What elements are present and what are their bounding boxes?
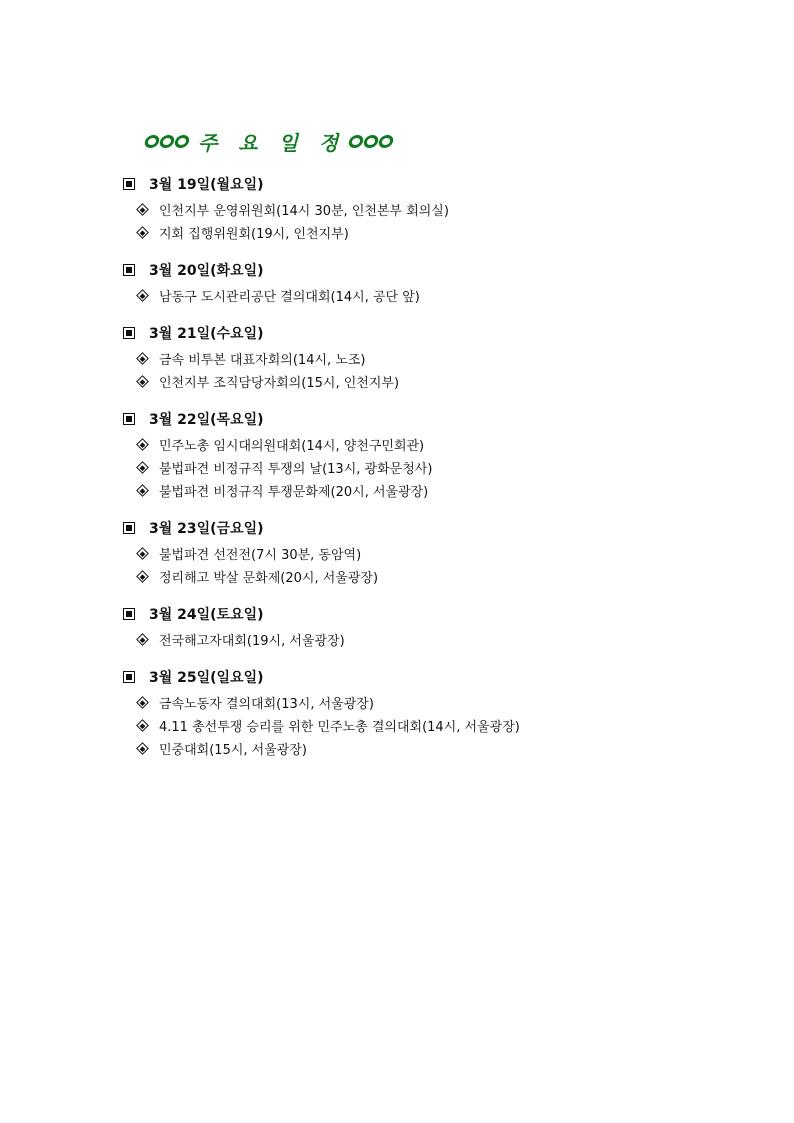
day-heading (120, 518, 720, 538)
event-text: 금속 비투본 대표자회의(14시, 노조) (159, 353, 366, 368)
day-heading (120, 667, 720, 687)
day-heading-text: 3월 21일(수요일) (149, 326, 264, 342)
diamond-bullet-icon (136, 570, 149, 583)
event-text: 민주노총 임시대의원대회(14시, 양천구민회관) (159, 439, 425, 454)
event-text: 인천지부 운영위원회(14시 30분, 인천본부 회의실) (159, 204, 449, 219)
title-left-ornament (145, 135, 189, 148)
filled-square-bullet-icon (123, 413, 135, 425)
event-text: 불법파견 비정규직 투쟁의 날(13시, 광화문청사) (159, 462, 433, 477)
day-heading (120, 260, 720, 280)
day-heading (120, 174, 720, 194)
event-item (120, 714, 720, 737)
day-block (120, 260, 720, 307)
filled-square-bullet-icon (123, 522, 135, 534)
day-block (120, 667, 720, 760)
diamond-bullet-icon (136, 352, 149, 365)
ring-icon (158, 135, 175, 148)
day-heading-text: 3월 20일(화요일) (149, 263, 264, 279)
diamond-bullet-icon (136, 226, 149, 239)
event-text: 금속노동자 결의대회(13시, 서울광장) (159, 697, 374, 712)
diamond-bullet-icon (136, 461, 149, 474)
ring-icon (378, 135, 395, 148)
day-heading-text: 3월 23일(금요일) (149, 521, 264, 537)
day-block (120, 323, 720, 393)
filled-square-bullet-icon (123, 264, 135, 276)
diamond-bullet-icon (136, 696, 149, 709)
ring-icon (348, 135, 365, 148)
event-item (120, 347, 720, 370)
event-text: 인천지부 조직담당자회의(15시, 인천지부) (159, 376, 400, 391)
day-block (120, 604, 720, 651)
event-item (120, 565, 720, 588)
ring-icon (173, 135, 190, 148)
event-text: 불법파견 비정규직 투쟁문화제(20시, 서울광장) (159, 485, 429, 500)
diamond-bullet-icon (136, 547, 149, 560)
event-text: 민중대회(15시, 서울광장) (159, 743, 307, 758)
event-text: 남동구 도시관리공단 결의대회(14시, 공단 앞) (159, 290, 420, 305)
diamond-bullet-icon (136, 719, 149, 732)
event-text: 4.11 총선투쟁 승리를 위한 민주노총 결의대회(14시, 서울광장) (159, 720, 520, 735)
day-block (120, 174, 720, 244)
day-heading-text: 3월 25일(일요일) (149, 670, 264, 686)
filled-square-bullet-icon (123, 671, 135, 683)
day-block (120, 409, 720, 502)
event-text: 불법파견 선전전(7시 30분, 동암역) (159, 548, 362, 563)
filled-square-bullet-icon (123, 178, 135, 190)
filled-square-bullet-icon (123, 327, 135, 339)
event-item (120, 456, 720, 479)
event-text: 지회 집행위원회(19시, 인천지부) (159, 227, 349, 242)
event-item (120, 737, 720, 760)
diamond-bullet-icon (136, 375, 149, 388)
diamond-bullet-icon (136, 484, 149, 497)
day-heading-text: 3월 19일(월요일) (149, 177, 264, 193)
diamond-bullet-icon (136, 289, 149, 302)
event-item (120, 284, 720, 307)
title-right-ornament (349, 135, 393, 148)
schedule-list (120, 174, 720, 776)
day-heading-text: 3월 22일(목요일) (149, 412, 264, 428)
filled-square-bullet-icon (123, 608, 135, 620)
day-heading (120, 604, 720, 624)
diamond-bullet-icon (136, 633, 149, 646)
day-heading (120, 409, 720, 429)
event-item (120, 628, 720, 651)
diamond-bullet-icon (136, 742, 149, 755)
event-item (120, 691, 720, 714)
event-item (120, 542, 720, 565)
event-item (120, 433, 720, 456)
day-block (120, 518, 720, 588)
day-heading (120, 323, 720, 343)
event-text: 전국해고자대회(19시, 서울광장) (159, 634, 345, 649)
event-item (120, 221, 720, 244)
day-heading-text: 3월 24일(토요일) (149, 607, 264, 623)
diamond-bullet-icon (136, 438, 149, 451)
diamond-bullet-icon (136, 203, 149, 216)
ring-icon (363, 135, 380, 148)
event-item (120, 479, 720, 502)
schedule-title (145, 127, 393, 155)
event-item (120, 370, 720, 393)
title-text: 주 요 일 정 (198, 130, 346, 155)
event-item (120, 198, 720, 221)
event-text: 정리해고 박살 문화제(20시, 서울광장) (159, 571, 379, 586)
ring-icon (143, 135, 160, 148)
